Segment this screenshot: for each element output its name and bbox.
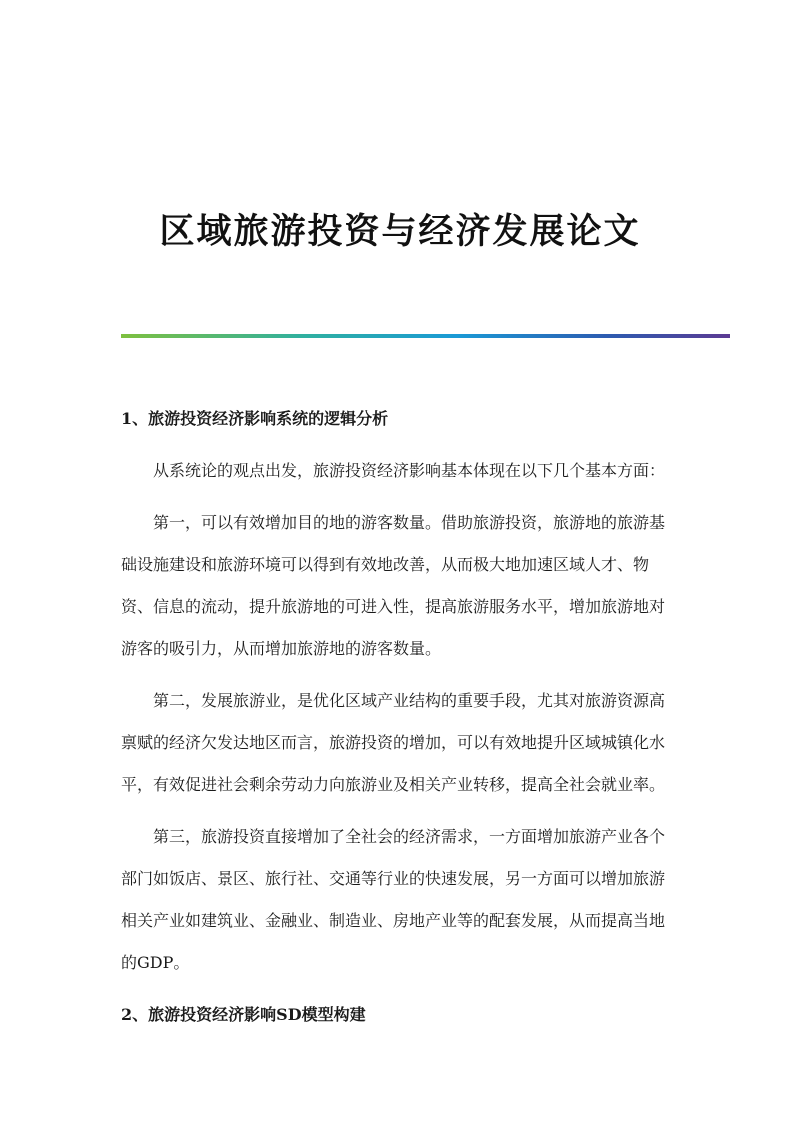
intro-paragraph <box>121 450 681 492</box>
paragraph-line: 平，有效促进社会剩余劳动力向旅游业及相关产业转移，提高全社会就业率。 <box>121 775 666 794</box>
paragraph-line: 第一，可以有效增加目的地的游客数量。借助旅游投资，旅游地的旅游基 <box>153 513 666 532</box>
paragraph-second <box>121 680 681 806</box>
paragraph-line: 从系统论的观点出发，旅游投资经济影响基本体现在以下几个基本方面： <box>153 461 666 480</box>
paragraph-line: 相关产业如建筑业、金融业、制造业、房地产业等的配套发展，从而提高当地 <box>121 911 666 930</box>
title-divider <box>121 334 730 338</box>
paragraph-line: 第二，发展旅游业，是优化区域产业结构的重要手段，尤其对旅游资源高 <box>153 691 666 710</box>
paragraph-line: 第三，旅游投资直接增加了全社会的经济需求，一方面增加旅游产业各个 <box>153 827 666 846</box>
paragraph-line: 资、信息的流动，提升旅游地的可进入性，提高旅游服务水平，增加旅游地对 <box>121 597 666 616</box>
paragraph-line: 础设施建设和旅游环境可以得到有效地改善，从而极大地加速区域人才、物 <box>121 555 650 574</box>
document-body <box>121 398 681 1036</box>
section-heading-2: 2、旅游投资经济影响SD模型构建 <box>121 1005 366 1024</box>
document-title: 区域旅游投资与经济发展论文 <box>159 211 641 253</box>
paragraph-first <box>121 502 681 670</box>
paragraph-line: 禀赋的经济欠发达地区而言，旅游投资的增加，可以有效地提升区域城镇化水 <box>121 733 666 752</box>
paragraph-line: 的GDP。 <box>121 953 190 972</box>
paragraph-line: 部门如饭店、景区、旅行社、交通等行业的快速发展，另一方面可以增加旅游 <box>121 869 666 888</box>
paragraph-third <box>121 816 681 984</box>
section-heading-1: 1、旅游投资经济影响系统的逻辑分析 <box>121 409 389 428</box>
paragraph-line: 游客的吸引力，从而增加旅游地的游客数量。 <box>121 639 442 658</box>
